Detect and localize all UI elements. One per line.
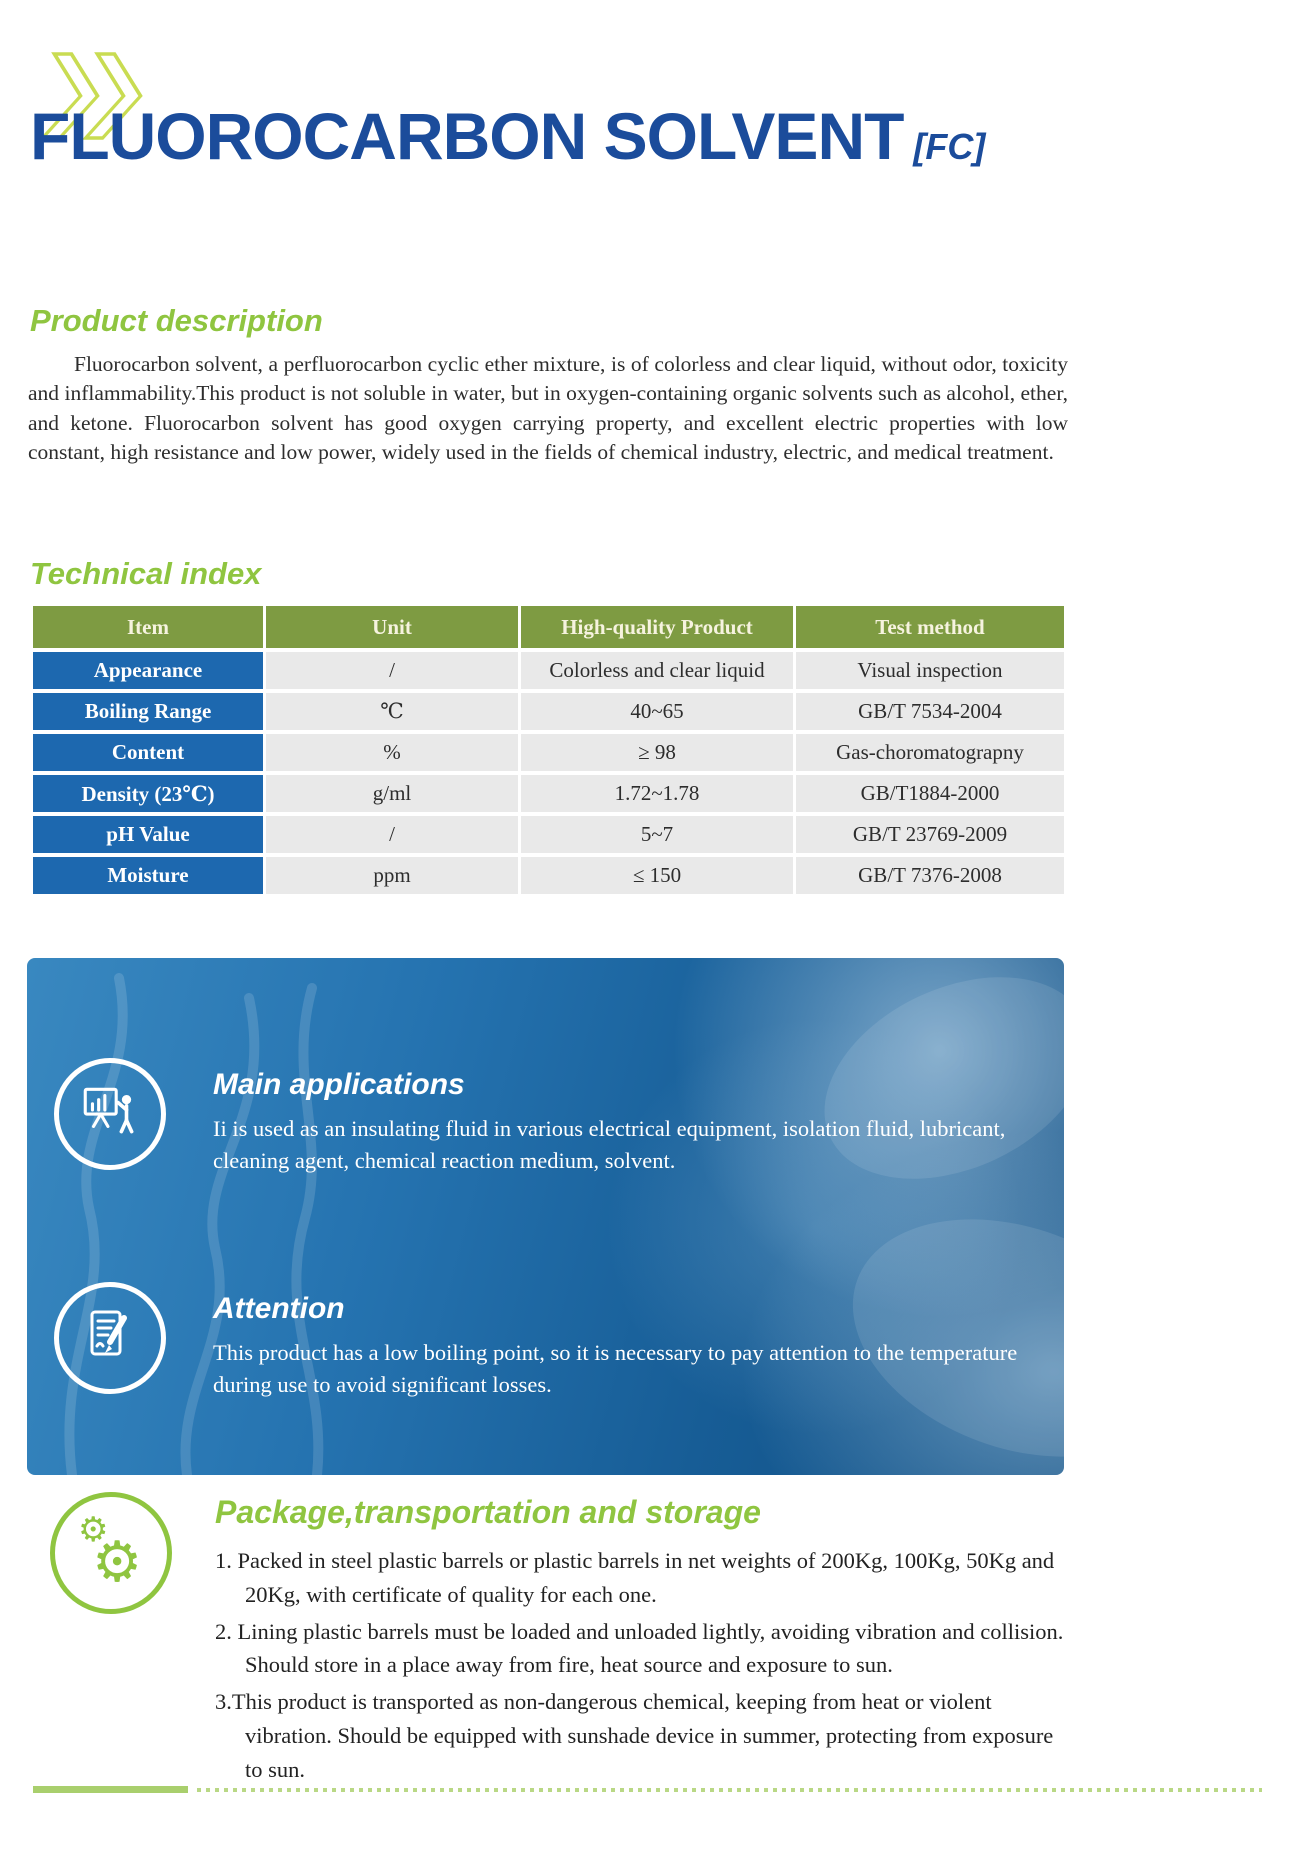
- attention-icon-circle: [54, 1282, 166, 1394]
- item-cell: Moisture: [33, 857, 263, 894]
- table-row: [33, 816, 1064, 853]
- gears-icon: ⚙ ⚙: [78, 1510, 143, 1595]
- value-cell: /: [266, 652, 518, 689]
- technical-index-heading: Technical index: [30, 556, 262, 591]
- value-cell: 1.72~1.78: [521, 775, 793, 812]
- table-row: [33, 734, 1064, 771]
- table-row: [33, 775, 1064, 812]
- package-list: [215, 1544, 1075, 1789]
- value-cell: Colorless and clear liquid: [521, 652, 793, 689]
- item-cell: Content: [33, 734, 263, 771]
- value-cell: /: [266, 816, 518, 853]
- table-row: [33, 693, 1064, 730]
- page-title-suffix: [FC]: [913, 126, 986, 167]
- item-cell: Boiling Range: [33, 693, 263, 730]
- value-cell: GB/T 23769-2009: [796, 816, 1064, 853]
- main-applications-body: Ii is used as an insulating fluid in various electrical equipment, isolation fluid, lubricant, cleaning agent, chemical reaction medium, solvent.: [213, 1116, 1006, 1173]
- package-icon-circle: [50, 1492, 172, 1614]
- value-cell: GB/T 7376-2008: [796, 857, 1064, 894]
- value-cell: g/ml: [266, 775, 518, 812]
- table-header-cell: Item: [33, 606, 263, 648]
- note-and-pencil-icon: [78, 1304, 142, 1373]
- table-header-cell: High-quality Product: [521, 606, 793, 648]
- value-cell: Gas-choromatograpny: [796, 734, 1064, 771]
- attention-heading: Attention: [213, 1292, 345, 1325]
- package-list-item: 2. Lining plastic barrels must be loaded and unloaded lightly, avoiding vibration and collision. Should store in a place away from fire, heat source and exposure to sun.: [215, 1618, 1064, 1678]
- main-applications-heading: Main applications: [213, 1068, 465, 1101]
- page-title-text: FLUOROCARBON SOLVENT: [30, 99, 904, 173]
- presentation-board-icon: [77, 1079, 143, 1150]
- value-cell: GB/T 7534-2004: [796, 693, 1064, 730]
- item-cell: Appearance: [33, 652, 263, 689]
- value-cell: Visual inspection: [796, 652, 1064, 689]
- main-applications-icon-circle: [54, 1058, 166, 1170]
- attention-body: This product has a low boiling point, so it is necessary to pay attention to the temperature during use to avoid significant losses.: [213, 1340, 1018, 1397]
- item-cell: Density (23℃): [33, 775, 263, 812]
- table-header-row: [33, 606, 1064, 648]
- value-cell: GB/T1884-2000: [796, 775, 1064, 812]
- value-cell: ≤ 150: [521, 857, 793, 894]
- package-list-item: 1. Packed in steel plastic barrels or plastic barrels in net weights of 200Kg, 100Kg, 50Kg and 20Kg, with certificate of quality for each one.: [215, 1548, 1055, 1607]
- product-description-heading: Product description: [30, 303, 323, 338]
- divider-dotted-line: [197, 1788, 1262, 1792]
- value-cell: 40~65: [521, 693, 793, 730]
- package-list-item: 3.This product is transported as non-dangerous chemical, keeping from heat or violent vibration. Should be equipped with sunshade device in summer, protecting from exposure to sun.: [215, 1689, 1054, 1782]
- table-header-cell: Test method: [796, 606, 1064, 648]
- value-cell: 5~7: [521, 816, 793, 853]
- applications-panel: [27, 958, 1064, 1475]
- table-row: [33, 652, 1064, 689]
- product-description-body: Fluorocarbon solvent, a perfluorocarbon cyclic ether mixture, is of colorless and clear liquid, without odor, toxicity and inflammability.This product is not soluble in water, but in oxygen-containing organic solvents such as alcohol, ether, and ketone. Fluorocarbon solvent has good oxygen carrying property, and excellent electric properties with low constant, high resistance and low power, widely used in the fields of chemical industry, electric, and medical treatment.: [28, 352, 1068, 465]
- value-cell: %: [266, 734, 518, 771]
- package-heading: Package,transportation and storage: [215, 1494, 761, 1530]
- table-header-cell: Unit: [266, 606, 518, 648]
- technical-index-table: [30, 602, 1067, 898]
- value-cell: ℃: [266, 693, 518, 730]
- value-cell: ≥ 98: [521, 734, 793, 771]
- table-row: [33, 857, 1064, 894]
- page-title: [30, 98, 985, 174]
- divider-solid-segment: [33, 1786, 188, 1793]
- value-cell: ppm: [266, 857, 518, 894]
- item-cell: pH Value: [33, 816, 263, 853]
